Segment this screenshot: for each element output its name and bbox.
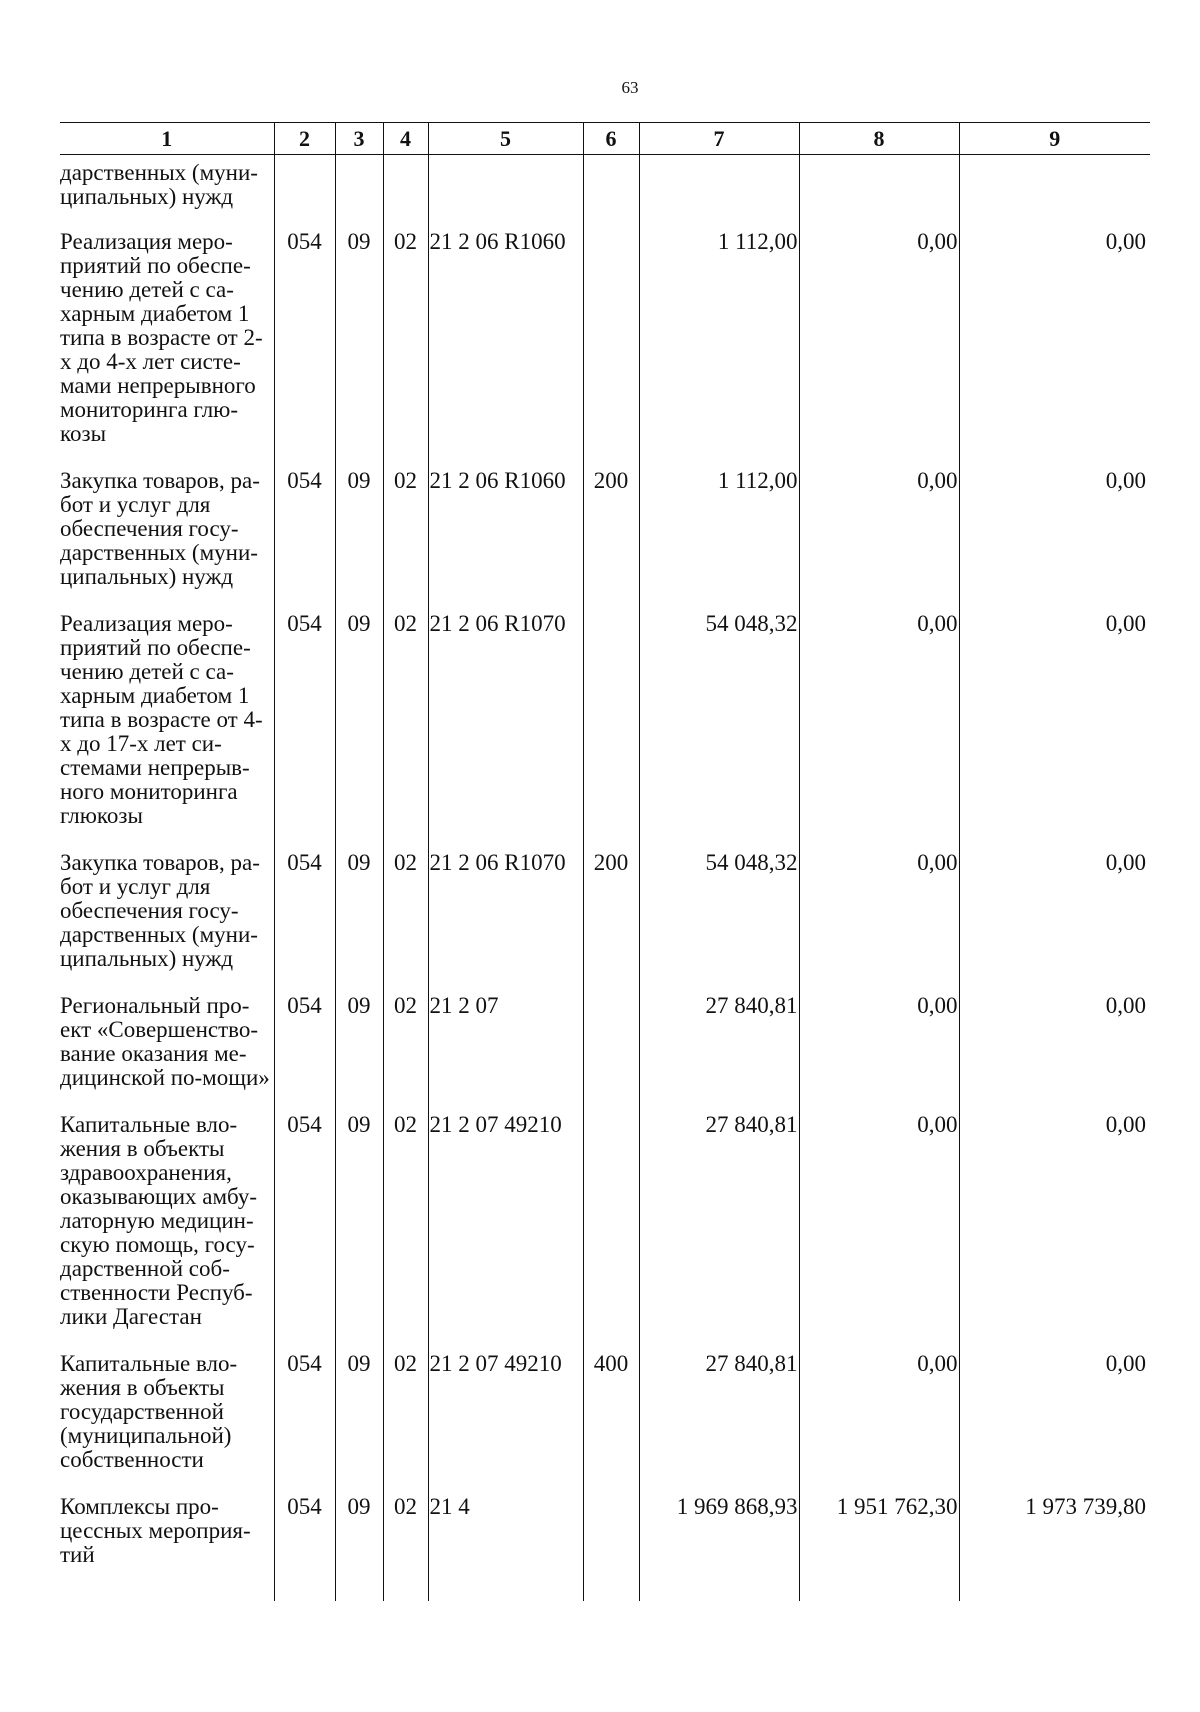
- target-article-cell: [428, 155, 583, 227]
- column-header-7: 7: [639, 123, 799, 155]
- amount-col9-cell: 0,00: [959, 990, 1150, 1109]
- admin-code-cell: 054: [274, 847, 335, 990]
- subsection-cell: 02: [383, 226, 428, 465]
- subsection-cell: 02: [383, 1109, 428, 1348]
- section-cell: 09: [335, 465, 383, 608]
- section-cell: 09: [335, 847, 383, 990]
- section-cell: 09: [335, 990, 383, 1109]
- subsection-cell: 02: [383, 847, 428, 990]
- subsection-cell: 02: [383, 990, 428, 1109]
- expense-type-cell: [583, 1109, 639, 1348]
- admin-code-cell: 054: [274, 1491, 335, 1601]
- table-row: [60, 608, 1150, 847]
- column-header-8: 8: [799, 123, 959, 155]
- row-name-cell: Капитальные вло-жения в объекты здравоохранения, оказывающих амбу-латорную медицин-скую помощь, госу-дарственной соб-ственности Респуб-лики Дагестан: [60, 1112, 258, 1329]
- column-header-9: 9: [959, 123, 1150, 155]
- admin-code-cell: 054: [274, 1348, 335, 1491]
- row-name-cell: Реализация меро-приятий по обеспе-чению детей с са-харным диабетом 1 типа в возрасте от 2-х до 4-х лет систе-мами непрерывного мониторинга глю-козы: [60, 229, 263, 446]
- target-article-cell: 21 2 06 R1060: [428, 226, 583, 465]
- amount-col7-cell: 54 048,32: [639, 608, 799, 847]
- table-header: [60, 123, 1150, 155]
- row-name-cell: Закупка товаров, ра-бот и услуг для обеспечения госу-дарственных (муни-ципальных) нужд: [60, 850, 260, 971]
- section-cell: 09: [335, 1491, 383, 1601]
- amount-col7-cell: 27 840,81: [639, 990, 799, 1109]
- expense-type-cell: [583, 608, 639, 847]
- amount-col8-cell: 0,00: [799, 1348, 959, 1491]
- amount-col8-cell: 0,00: [799, 847, 959, 990]
- amount-col9-cell: 0,00: [959, 1348, 1150, 1491]
- admin-code-cell: 054: [274, 1109, 335, 1348]
- column-header-2: 2: [274, 123, 335, 155]
- amount-col9-cell: 0,00: [959, 226, 1150, 465]
- column-header-1: 1: [60, 123, 274, 155]
- page-number: 63: [621, 78, 639, 97]
- expense-type-cell: [583, 226, 639, 465]
- admin-code-cell: 054: [274, 608, 335, 847]
- target-article-cell: 21 2 06 R1070: [428, 847, 583, 990]
- section-cell: 09: [335, 226, 383, 465]
- table-row: [60, 226, 1150, 465]
- amount-col9-cell: 0,00: [959, 1109, 1150, 1348]
- amount-col7-cell: [639, 155, 799, 227]
- target-article-cell: 21 2 07 49210: [428, 1348, 583, 1491]
- amount-col8-cell: 0,00: [799, 990, 959, 1109]
- amount-col7-cell: 1 969 868,93: [639, 1491, 799, 1601]
- row-name-cell: Региональный про-ект «Совершенство-вание оказания ме-дицинской по-мощи»: [60, 993, 270, 1090]
- target-article-cell: 21 2 07: [428, 990, 583, 1109]
- subsection-cell: 02: [383, 1348, 428, 1491]
- row-name-cell: дарственных (муни-ципальных) нужд: [60, 160, 258, 209]
- amount-col8-cell: 0,00: [799, 465, 959, 608]
- expense-type-cell: [583, 155, 639, 227]
- section-cell: 09: [335, 1109, 383, 1348]
- column-header-6: 6: [583, 123, 639, 155]
- section-cell: 09: [335, 608, 383, 847]
- admin-code-cell: 054: [274, 990, 335, 1109]
- admin-code-cell: 054: [274, 465, 335, 608]
- amount-col8-cell: 0,00: [799, 608, 959, 847]
- table-row: [60, 847, 1150, 990]
- expense-type-cell: [583, 990, 639, 1109]
- table-body: [60, 155, 1150, 1602]
- table-row: [60, 990, 1150, 1109]
- subsection-cell: 02: [383, 608, 428, 847]
- column-header-5: 5: [428, 123, 583, 155]
- expense-type-cell: [583, 1491, 639, 1601]
- row-name-cell: Реализация меро-приятий по обеспе-чению детей с са-харным диабетом 1 типа в возрасте от 4-х до 17-х лет си-стемами непрерыв-ного мониторинга глюкозы: [60, 611, 263, 828]
- subsection-cell: 02: [383, 465, 428, 608]
- target-article-cell: 21 4: [428, 1491, 583, 1601]
- amount-col9-cell: 0,00: [959, 465, 1150, 608]
- expense-type-cell: 200: [583, 847, 639, 990]
- amount-col8-cell: [799, 155, 959, 227]
- header-row: [60, 123, 1150, 155]
- amount-col7-cell: 1 112,00: [639, 226, 799, 465]
- amount-col7-cell: 54 048,32: [639, 847, 799, 990]
- target-article-cell: 21 2 06 R1060: [428, 465, 583, 608]
- amount-col8-cell: 1 951 762,30: [799, 1491, 959, 1601]
- amount-col9-cell: [959, 155, 1150, 227]
- table-row: [60, 1109, 1150, 1348]
- table-row: [60, 1491, 1150, 1601]
- row-name-cell: Закупка товаров, ра-бот и услуг для обеспечения госу-дарственных (муни-ципальных) нужд: [60, 468, 260, 589]
- target-article-cell: 21 2 07 49210: [428, 1109, 583, 1348]
- table-row: [60, 465, 1150, 608]
- budget-table: [60, 122, 1150, 1601]
- amount-col9-cell: 1 973 739,80: [959, 1491, 1150, 1601]
- table-row: [60, 155, 1150, 227]
- amount-col7-cell: 27 840,81: [639, 1348, 799, 1491]
- expense-type-cell: 200: [583, 465, 639, 608]
- target-article-cell: 21 2 06 R1070: [428, 608, 583, 847]
- subsection-cell: 02: [383, 1491, 428, 1601]
- amount-col8-cell: 0,00: [799, 1109, 959, 1348]
- admin-code-cell: [274, 155, 335, 227]
- section-cell: [335, 155, 383, 227]
- row-name-cell: Комплексы про-цессных мероприя-тий: [60, 1494, 251, 1567]
- amount-col9-cell: 0,00: [959, 608, 1150, 847]
- row-name-cell: Капитальные вло-жения в объекты государственной (муниципальной) собственности: [60, 1351, 238, 1472]
- amount-col8-cell: 0,00: [799, 226, 959, 465]
- table-row: [60, 1348, 1150, 1491]
- section-cell: 09: [335, 1348, 383, 1491]
- column-header-3: 3: [335, 123, 383, 155]
- expense-type-cell: 400: [583, 1348, 639, 1491]
- amount-col7-cell: 27 840,81: [639, 1109, 799, 1348]
- subsection-cell: [383, 155, 428, 227]
- amount-col7-cell: 1 112,00: [639, 465, 799, 608]
- admin-code-cell: 054: [274, 226, 335, 465]
- amount-col9-cell: 0,00: [959, 847, 1150, 990]
- column-header-4: 4: [383, 123, 428, 155]
